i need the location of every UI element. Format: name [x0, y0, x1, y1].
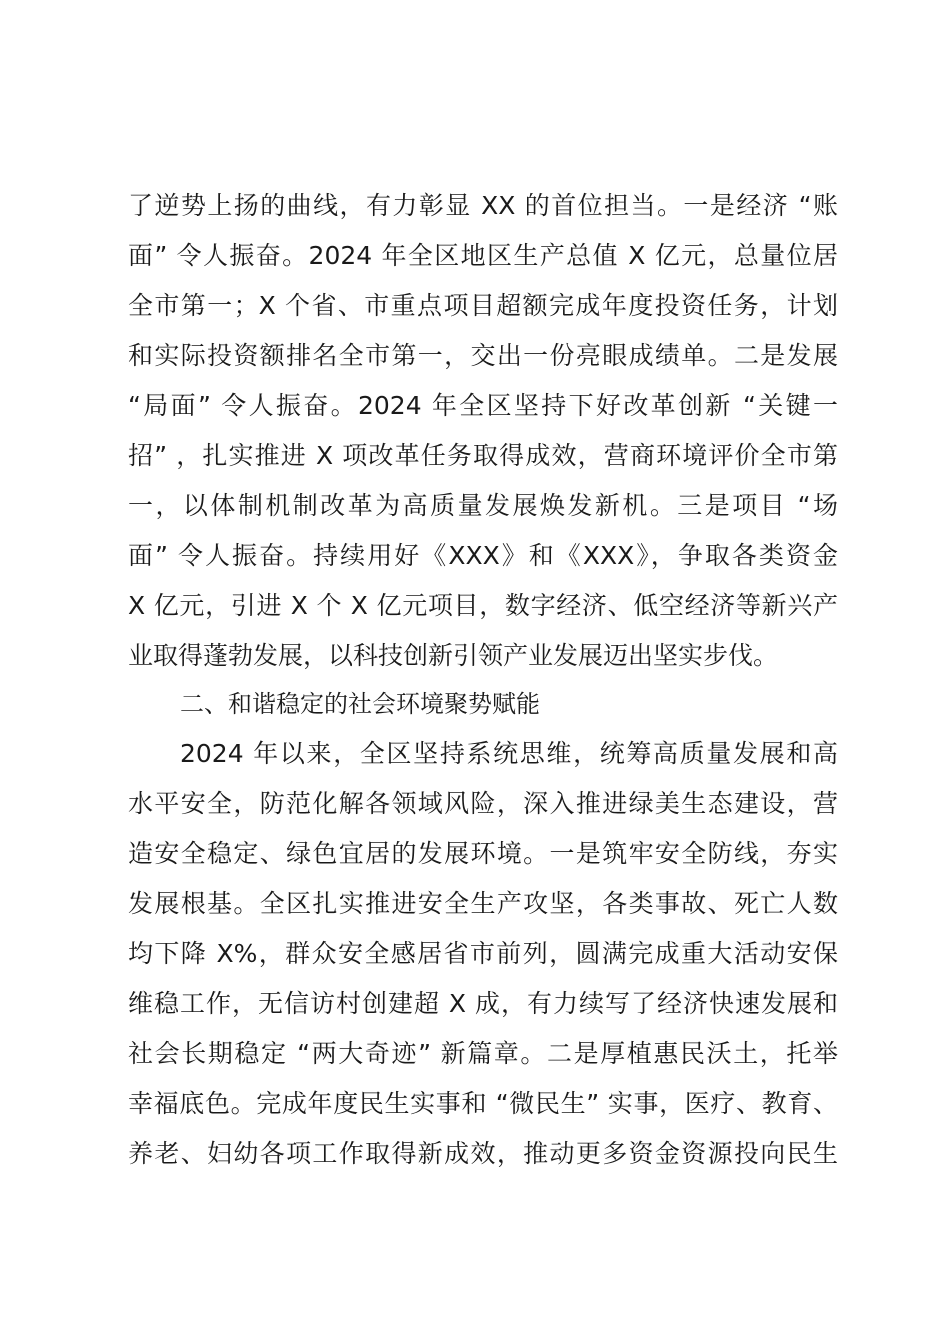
paragraph-line: 业取得蓬勃发展，以科技创新引领产业发展迈出坚实步伐。	[128, 641, 779, 670]
paragraph-line: 面” 令人振奋。2024 年全区地区生产总值 X 亿元，总量位居	[128, 241, 838, 270]
paragraph-line: 幸福底色。完成年度民生实事和 “微民生” 实事，医疗、教育、	[128, 1089, 838, 1118]
paragraph-line: 全市第一；X 个省、市重点项目超额完成年度投资任务，计划	[128, 291, 838, 320]
paragraph-line: 招” ，扎实推进 X 项改革任务取得成效，营商环境评价全市第	[128, 441, 838, 470]
paragraph-line: 一，以体制机制改革为高质量发展焕发新机。三是项目 “场	[128, 491, 838, 520]
paragraph-line: 和实际投资额排名全市第一，交出一份亮眼成绩单。二是发展	[128, 341, 838, 370]
paragraph-line: 发展根基。全区扎实推进安全生产攻坚，各类事故、死亡人数	[128, 889, 838, 918]
paragraph-line: 维稳工作，无信访村创建超 X 成，有力续写了经济快速发展和	[128, 989, 838, 1018]
paragraph-line: X 亿元，引进 X 个 X 亿元项目，数字经济、低空经济等新兴产	[128, 591, 838, 620]
paragraph-line: “局面” 令人振奋。2024 年全区坚持下好改革创新 “关键一	[128, 391, 838, 420]
section-heading: 二、和谐稳定的社会环境聚势赋能	[180, 690, 540, 718]
paragraph-line: 社会长期稳定 “两大奇迹” 新篇章。二是厚植惠民沃土，托举	[128, 1039, 838, 1068]
paragraph-line: 了逆势上扬的曲线，有力彰显 XX 的首位担当。一是经济 “账	[128, 191, 838, 220]
paragraph-line: 面” 令人振奋。持续用好《XXX》和《XXX》，争取各类资金	[128, 541, 838, 570]
paragraph-line: 均下降 X%，群众安全感居省市前列，圆满完成重大活动安保	[128, 939, 838, 968]
paragraph-line: 造安全稳定、绿色宜居的发展环境。一是筑牢安全防线，夯实	[128, 839, 838, 868]
paragraph-line: 水平安全，防范化解各领域风险，深入推进绿美生态建设，营	[128, 789, 838, 818]
paragraph-line: 养老、妇幼各项工作取得新成效，推动更多资金资源投向民生	[128, 1139, 838, 1168]
paragraph-line: 2024 年以来，全区坚持系统思维，统筹高质量发展和高	[180, 739, 838, 768]
